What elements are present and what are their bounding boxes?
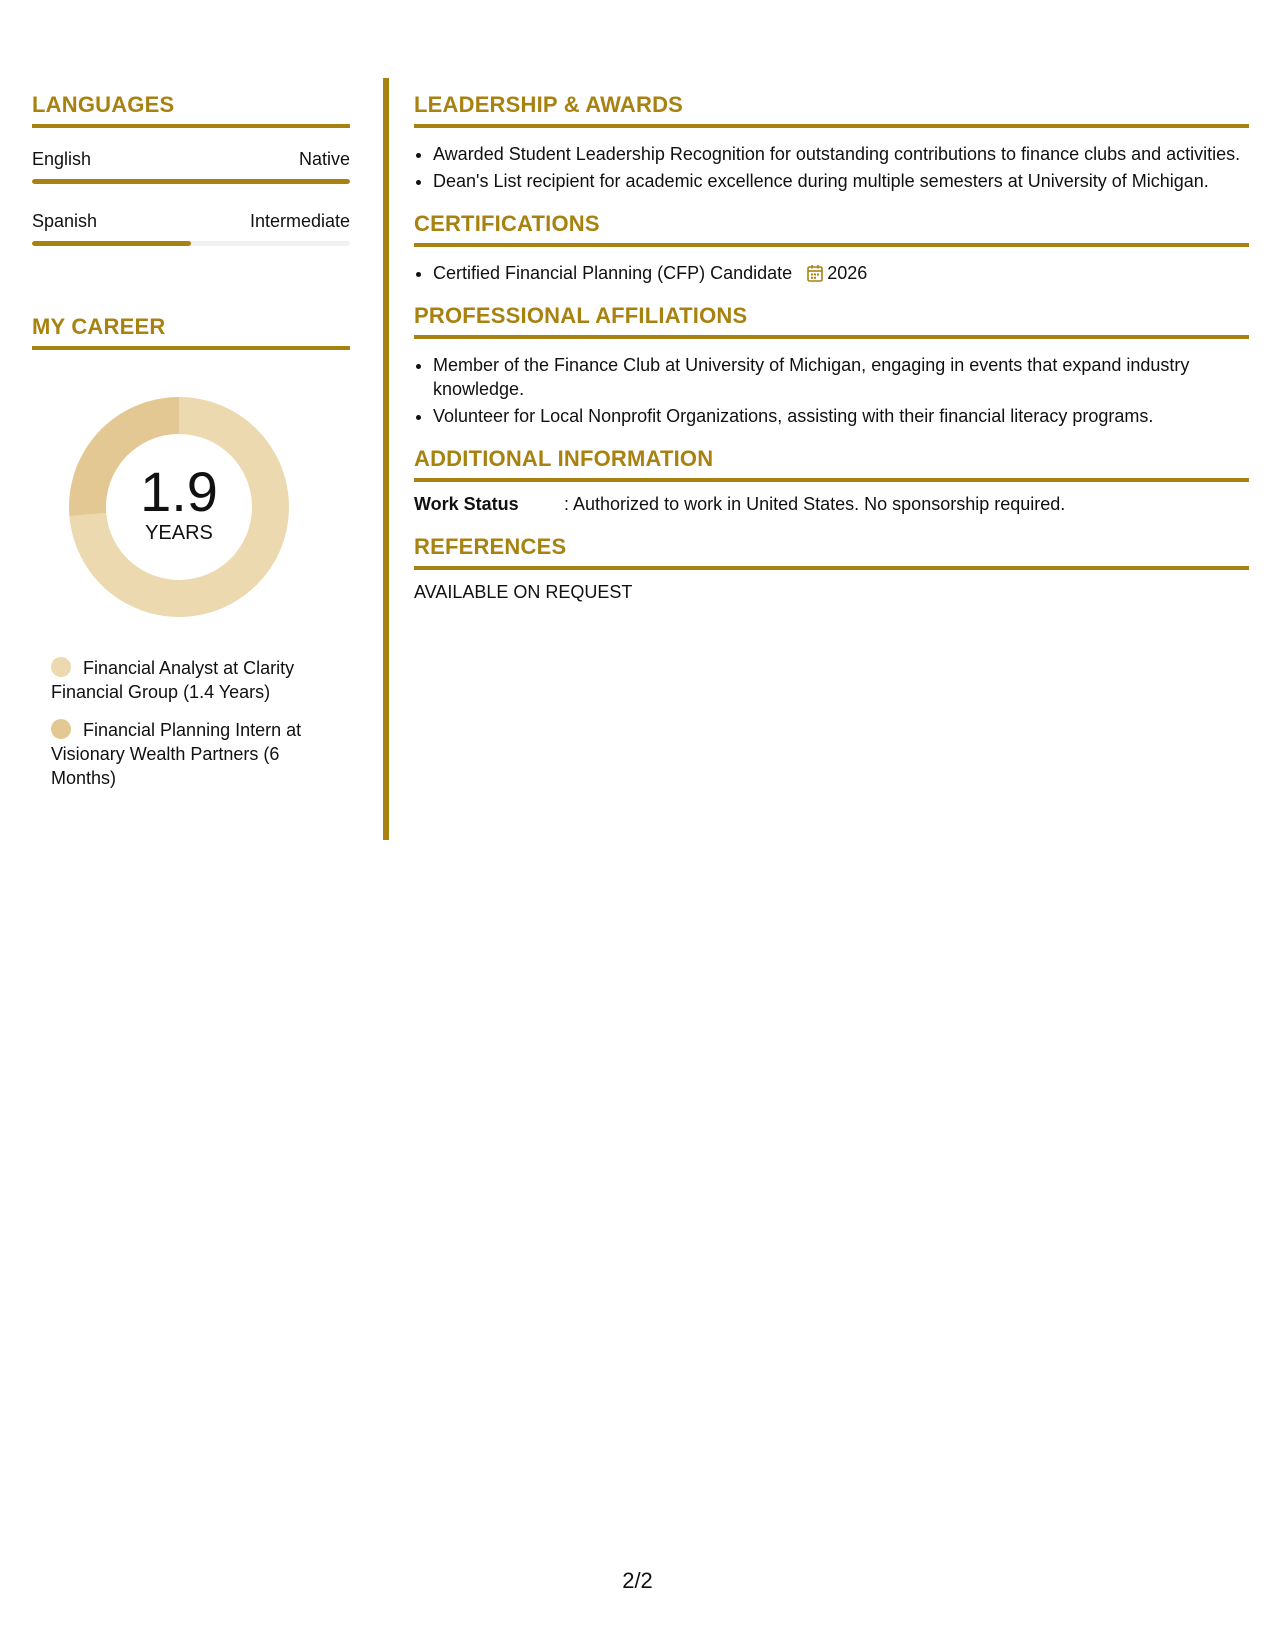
- language-level: Intermediate: [249, 211, 350, 231]
- list-item: • Volunteer for Local Nonprofit Organizations, assisting with their financial literacy programs.: [433, 404, 1249, 428]
- career-total-value: 1.9: [140, 460, 218, 523]
- additional-info-section: [414, 446, 1249, 516]
- affiliations-title: PROFESSIONAL AFFILIATIONS: [414, 303, 1249, 339]
- affiliations-list: [414, 353, 1249, 428]
- leadership-list: [414, 142, 1249, 193]
- list-item: • Member of the Finance Club at University of Michigan, engaging in events that expand industry knowledge.: [433, 353, 1249, 401]
- column-divider: [383, 78, 389, 840]
- language-proficiency-fill: [32, 241, 191, 246]
- work-status-value: : Authorized to work in United States. No sponsorship required.: [564, 494, 1066, 514]
- list-item: • Dean's List recipient for academic excellence during multiple semesters at University of Michigan.: [433, 169, 1249, 193]
- right-column: [414, 92, 1249, 622]
- legend-dot-icon: [51, 719, 71, 739]
- leadership-title: LEADERSHIP & AWARDS: [414, 92, 1249, 128]
- legend-dot-icon: [51, 657, 71, 677]
- list-item: • Awarded Student Leadership Recognition for outstanding contributions to finance clubs and activities.: [433, 142, 1249, 166]
- language-proficiency-fill: [32, 179, 350, 184]
- list-item: [433, 261, 1249, 285]
- certification-date: [807, 263, 867, 283]
- affiliations-section: [414, 303, 1249, 428]
- career-total-unit: YEARS: [145, 522, 213, 544]
- certification-year: 2026: [827, 263, 868, 283]
- legend-label: Financial Analyst at Clarity Financial Group (1.4 Years): [51, 658, 295, 702]
- calendar-icon: [807, 264, 823, 282]
- legend-item: [51, 718, 321, 790]
- language-proficiency-bar: [32, 179, 350, 184]
- references-section: [414, 534, 1249, 604]
- career-title: MY CAREER: [32, 314, 350, 350]
- language-list: [32, 148, 350, 246]
- certification-name: Certified Financial Planning (CFP) Candidate: [433, 263, 793, 283]
- additional-info-title: ADDITIONAL INFORMATION: [414, 446, 1249, 482]
- work-status-row: [414, 492, 1249, 516]
- references-title: REFERENCES: [414, 534, 1249, 570]
- work-status-label: Work Status: [414, 494, 519, 514]
- career-legend: [32, 656, 321, 790]
- languages-title: LANGUAGES: [32, 92, 350, 128]
- references-text: AVAILABLE ON REQUEST: [414, 582, 633, 602]
- language-name: English: [32, 149, 92, 169]
- legend-label: Financial Planning Intern at Visionary Wealth Partners (6 Months): [51, 720, 302, 788]
- leadership-section: [414, 92, 1249, 193]
- language-level: Native: [298, 149, 350, 169]
- career-donut-chart: [66, 394, 292, 620]
- legend-item: [51, 656, 321, 704]
- certifications-title: CERTIFICATIONS: [414, 211, 1249, 247]
- left-column: [32, 92, 350, 804]
- certifications-list: [414, 261, 1249, 285]
- donut-center: [66, 394, 292, 620]
- language-name: Spanish: [32, 211, 98, 231]
- language-item: [32, 210, 350, 246]
- language-item: [32, 148, 350, 184]
- language-proficiency-bar: [32, 241, 350, 246]
- certifications-section: [414, 211, 1249, 285]
- page-number: 2/2: [622, 1568, 653, 1593]
